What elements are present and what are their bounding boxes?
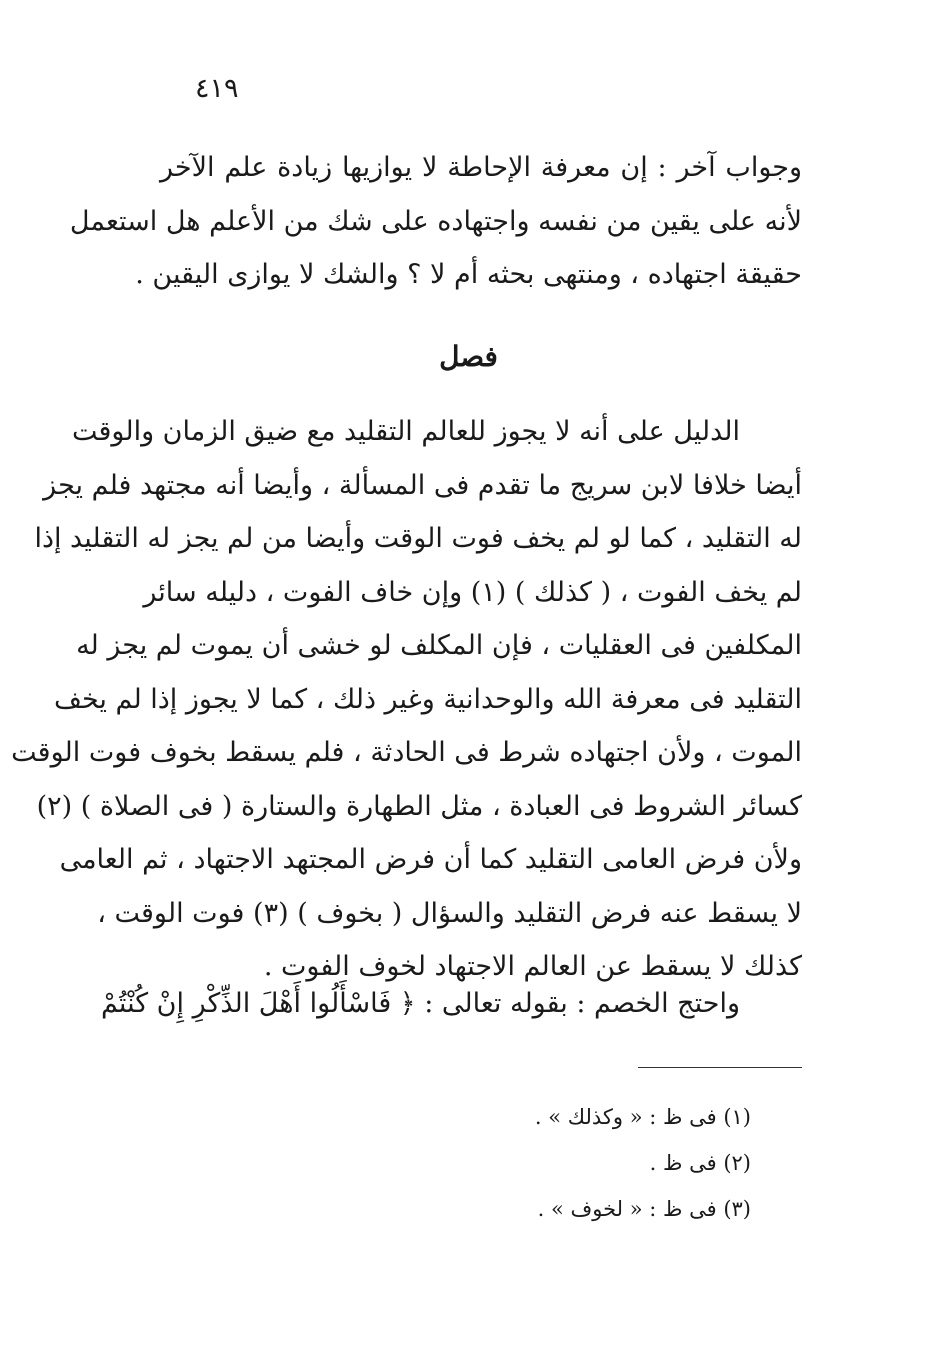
text-line: الموت ، ولأن اجتهاده شرط فى الحادثة ، فلم يسقط بخوف فوت الوقت bbox=[11, 737, 802, 768]
section-paragraph bbox=[11, 405, 802, 994]
text-line: التقليد فى معرفة الله والوحدانية وغير ذلك ، كما لا يجوز إذا لم يخف bbox=[54, 683, 802, 715]
text-line: وجواب آخر : إن معرفة الإحاطة لا يوازيها زيادة علم الآخر bbox=[160, 152, 802, 183]
text-line: لم يخف الفوت ، ( كذلك ) (١) وإن خاف الفوت ، دليله سائر bbox=[143, 576, 802, 608]
page-number: ٤١٩ bbox=[195, 73, 239, 104]
text-line: حقيقة اجتهاده ، ومنتهى بحثه أم لا ؟ والشك لا يوازى اليقين . bbox=[135, 259, 802, 290]
text-line: أيضا خلافا لابن سريج ما تقدم فى المسألة ، وأيضا أنه مجتهد فلم يجز bbox=[43, 469, 802, 501]
text-line: المكلفين فى العقليات ، فإن المكلف لو خشى أن يموت لم يجز له bbox=[76, 630, 802, 661]
footnotes bbox=[535, 1094, 751, 1232]
text-line: ولأن فرض العامى التقليد كما أن فرض المجتهد الاجتهاد ، ثم العامى bbox=[59, 844, 802, 875]
footnote: (١) فى ظ : « وكذلك » . bbox=[534, 1105, 751, 1129]
text-line: له التقليد ، كما لو لم يخف فوت الوقت وأيضا من لم يجز له التقليد إذا bbox=[34, 523, 802, 554]
objection-paragraph bbox=[100, 977, 802, 1031]
text-line: واحتج الخصم : بقوله تعالى : ﴿ فَاسْأَلُوا أَهْلَ الذِّكْرِ إِنْ كُنْتُمْ bbox=[100, 988, 740, 1019]
footnote: (٢) فى ظ . bbox=[649, 1151, 751, 1175]
intro-paragraph bbox=[69, 141, 802, 302]
footnote-separator bbox=[638, 1067, 802, 1068]
footnote: (٣) فى ظ : « لخوف » . bbox=[537, 1197, 751, 1221]
text-line: كذلك لا يسقط عن العالم الاجتهاد لخوف الفوت . bbox=[263, 951, 802, 982]
section-heading: فصل bbox=[439, 340, 498, 373]
text-line: الدليل على أنه لا يجوز للعالم التقليد مع ضيق الزمان والوقت bbox=[71, 416, 740, 447]
text-line: كسائر الشروط فى العبادة ، مثل الطهارة والستارة ( فى الصلاة ) (٢) bbox=[36, 790, 802, 822]
text-line: لا يسقط عنه فرض التقليد والسؤال ( بخوف ) (٣) فوت الوقت ، bbox=[97, 897, 802, 929]
text-line: لأنه على يقين من نفسه واجتهاده على شك من الأعلم هل استعمل bbox=[69, 205, 802, 237]
